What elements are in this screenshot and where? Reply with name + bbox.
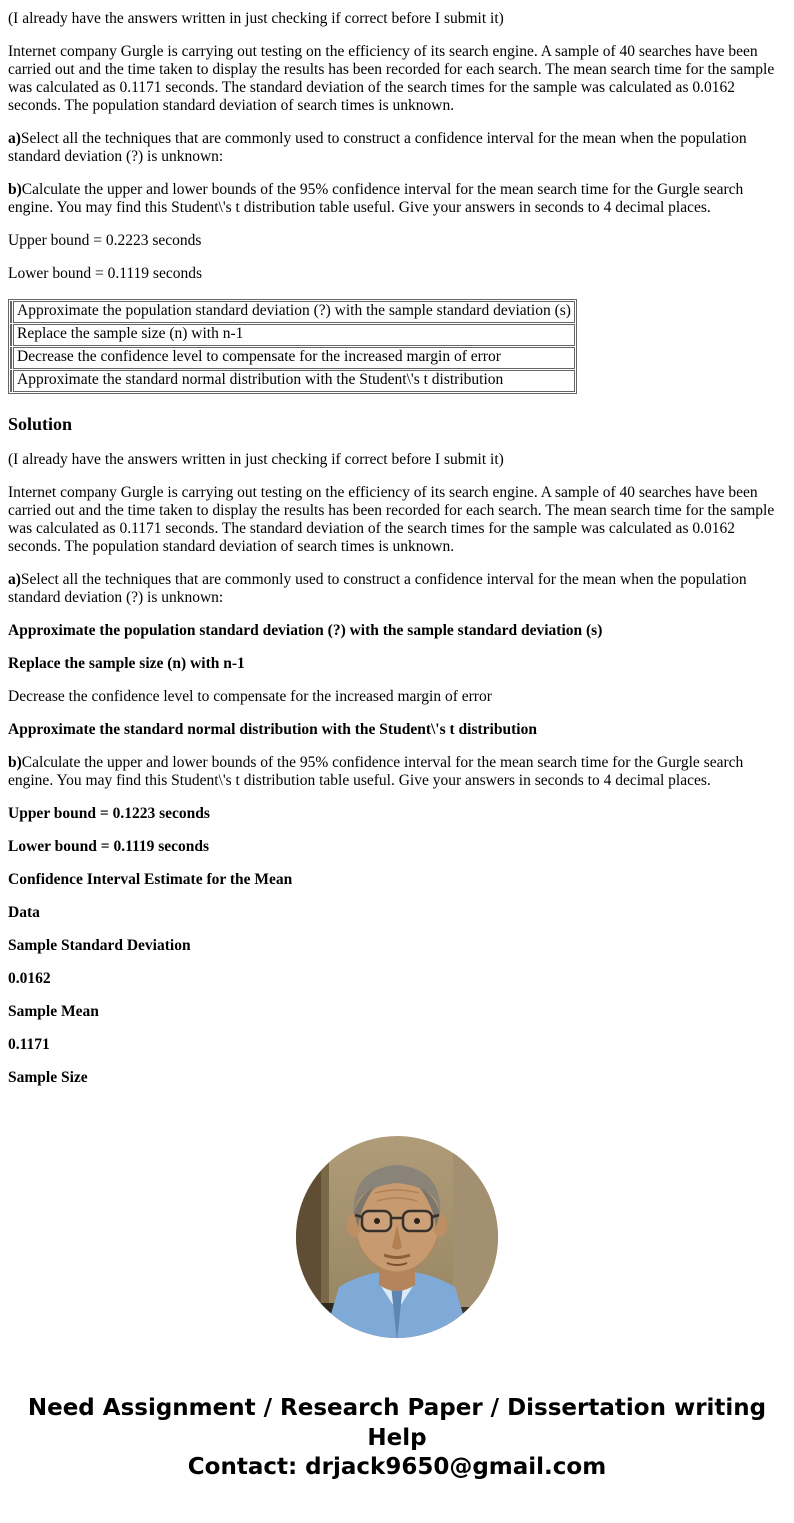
solution-answer-2: Replace the sample size (n) with n-1 (8, 655, 245, 673)
worksheet-title: Confidence Interval Estimate for the Mean (8, 870, 293, 888)
solution-part-a-label: a) (8, 571, 21, 589)
worksheet-sample-mean-value: 0.1171 (8, 1035, 50, 1053)
submission-note: (I already have the answers written in just checking if correct before I submit it) (8, 10, 504, 27)
solution-answer-1: Approximate the population standard deviation (?) with the sample standard deviation (s) (8, 622, 603, 640)
question-part-a (8, 130, 786, 166)
contact-email-text: Contact: drjack9650@gmail.com (187, 1454, 607, 1481)
tutor-portrait-photo-icon (295, 1135, 499, 1339)
worksheet-data-label: Data (8, 903, 40, 921)
option-text-cell: Replace the sample size (n) with n-1 (13, 324, 575, 346)
solution-part-b (8, 754, 786, 790)
part-b-label: b) (8, 180, 22, 198)
option-text-cell: Approximate the standard normal distribution with the Student\'s t distribution (13, 370, 575, 392)
option-row (10, 301, 575, 323)
worksheet-sample-mean-label: Sample Mean (8, 1002, 99, 1020)
worksheet-sample-sd-label: Sample Standard Deviation (8, 936, 191, 954)
option-text-cell: Approximate the population standard deviation (?) with the sample standard deviation (s) (13, 301, 575, 323)
solution-heading: Solution (8, 413, 73, 434)
option-text-cell: Decrease the confidence level to compensate for the increased margin of error (13, 347, 575, 369)
solution-answer-4: Approximate the standard normal distribution with the Student\'s t distribution (8, 721, 537, 739)
lower-bound-answer: Lower bound = 0.1119 seconds (8, 264, 202, 282)
solution-upper-bound: Upper bound = 0.1223 seconds (8, 805, 210, 822)
part-b-text: Calculate the upper and lower bounds of the 95% confidence interval for the mean search time for the Gurgle search engine. You may find this Student\'s t distribution table useful. Give your answers in seconds to 4 decimal places. (8, 180, 744, 216)
question-intro: Internet company Gurgle is carrying out testing on the efficiency of its search engine. A sample of 40 searches have been carried out and the time taken to display the results has been recorded for each search. The mean search time for the sample was calculated as 0.1171 seconds. The standard deviation of the search times for the sample was calculated as 0.0162 seconds. The population standard deviation of search times is unknown. (8, 42, 775, 114)
solution-note: (I already have the answers written in just checking if correct before I submit it) (8, 451, 504, 469)
solution-answer-3: Decrease the confidence level to compensate for the increased margin of error (8, 688, 492, 706)
option-row (10, 347, 575, 369)
solution-intro: Internet company Gurgle is carrying out testing on the efficiency of its search engine. A sample of 40 searches have been carried out and the time taken to display the results has been recorded for each search. The mean search time for the sample was calculated as 0.1171 seconds. The standard deviation of the search times for the sample was calculated as 0.0162 seconds. The population standard deviation of search times is unknown. (8, 484, 775, 556)
option-checkbox-cell (10, 347, 12, 369)
solution-lower-bound: Lower bound = 0.1119 seconds (8, 837, 210, 855)
option-row (10, 324, 575, 346)
options-table (8, 299, 577, 394)
option-checkbox-cell (10, 324, 12, 346)
footer-banner (8, 1394, 786, 1484)
solution-part-b-label: b) (8, 754, 22, 772)
part-a-label: a) (8, 129, 21, 147)
worksheet-sample-size-label: Sample Size (8, 1068, 88, 1086)
upper-bound-answer: Upper bound = 0.2223 seconds (8, 231, 202, 249)
avatar-section (8, 1135, 786, 1344)
solution-part-a (8, 571, 786, 607)
solution-part-a-text: Select all the techniques that are commonly used to construct a confidence interval for the mean when the population standard deviation (?) is unknown: (8, 571, 747, 607)
help-offer-text: Need Assignment / Research Paper / Dissertation writing Help (27, 1394, 767, 1451)
part-a-text: Select all the techniques that are commonly used to construct a confidence interval for the mean when the population standard deviation (?) is unknown: (8, 129, 747, 165)
solution-part-b-text: Calculate the upper and lower bounds of the 95% confidence interval for the mean search time for the Gurgle search engine. You may find this Student\'s t distribution table useful. Give your answers in seconds to 4 decimal places. (8, 754, 744, 790)
option-row (10, 370, 575, 392)
worksheet-sample-sd-value: 0.0162 (8, 969, 51, 987)
option-checkbox-cell (10, 301, 12, 323)
option-checkbox-cell (10, 370, 12, 392)
question-part-b (8, 181, 786, 217)
